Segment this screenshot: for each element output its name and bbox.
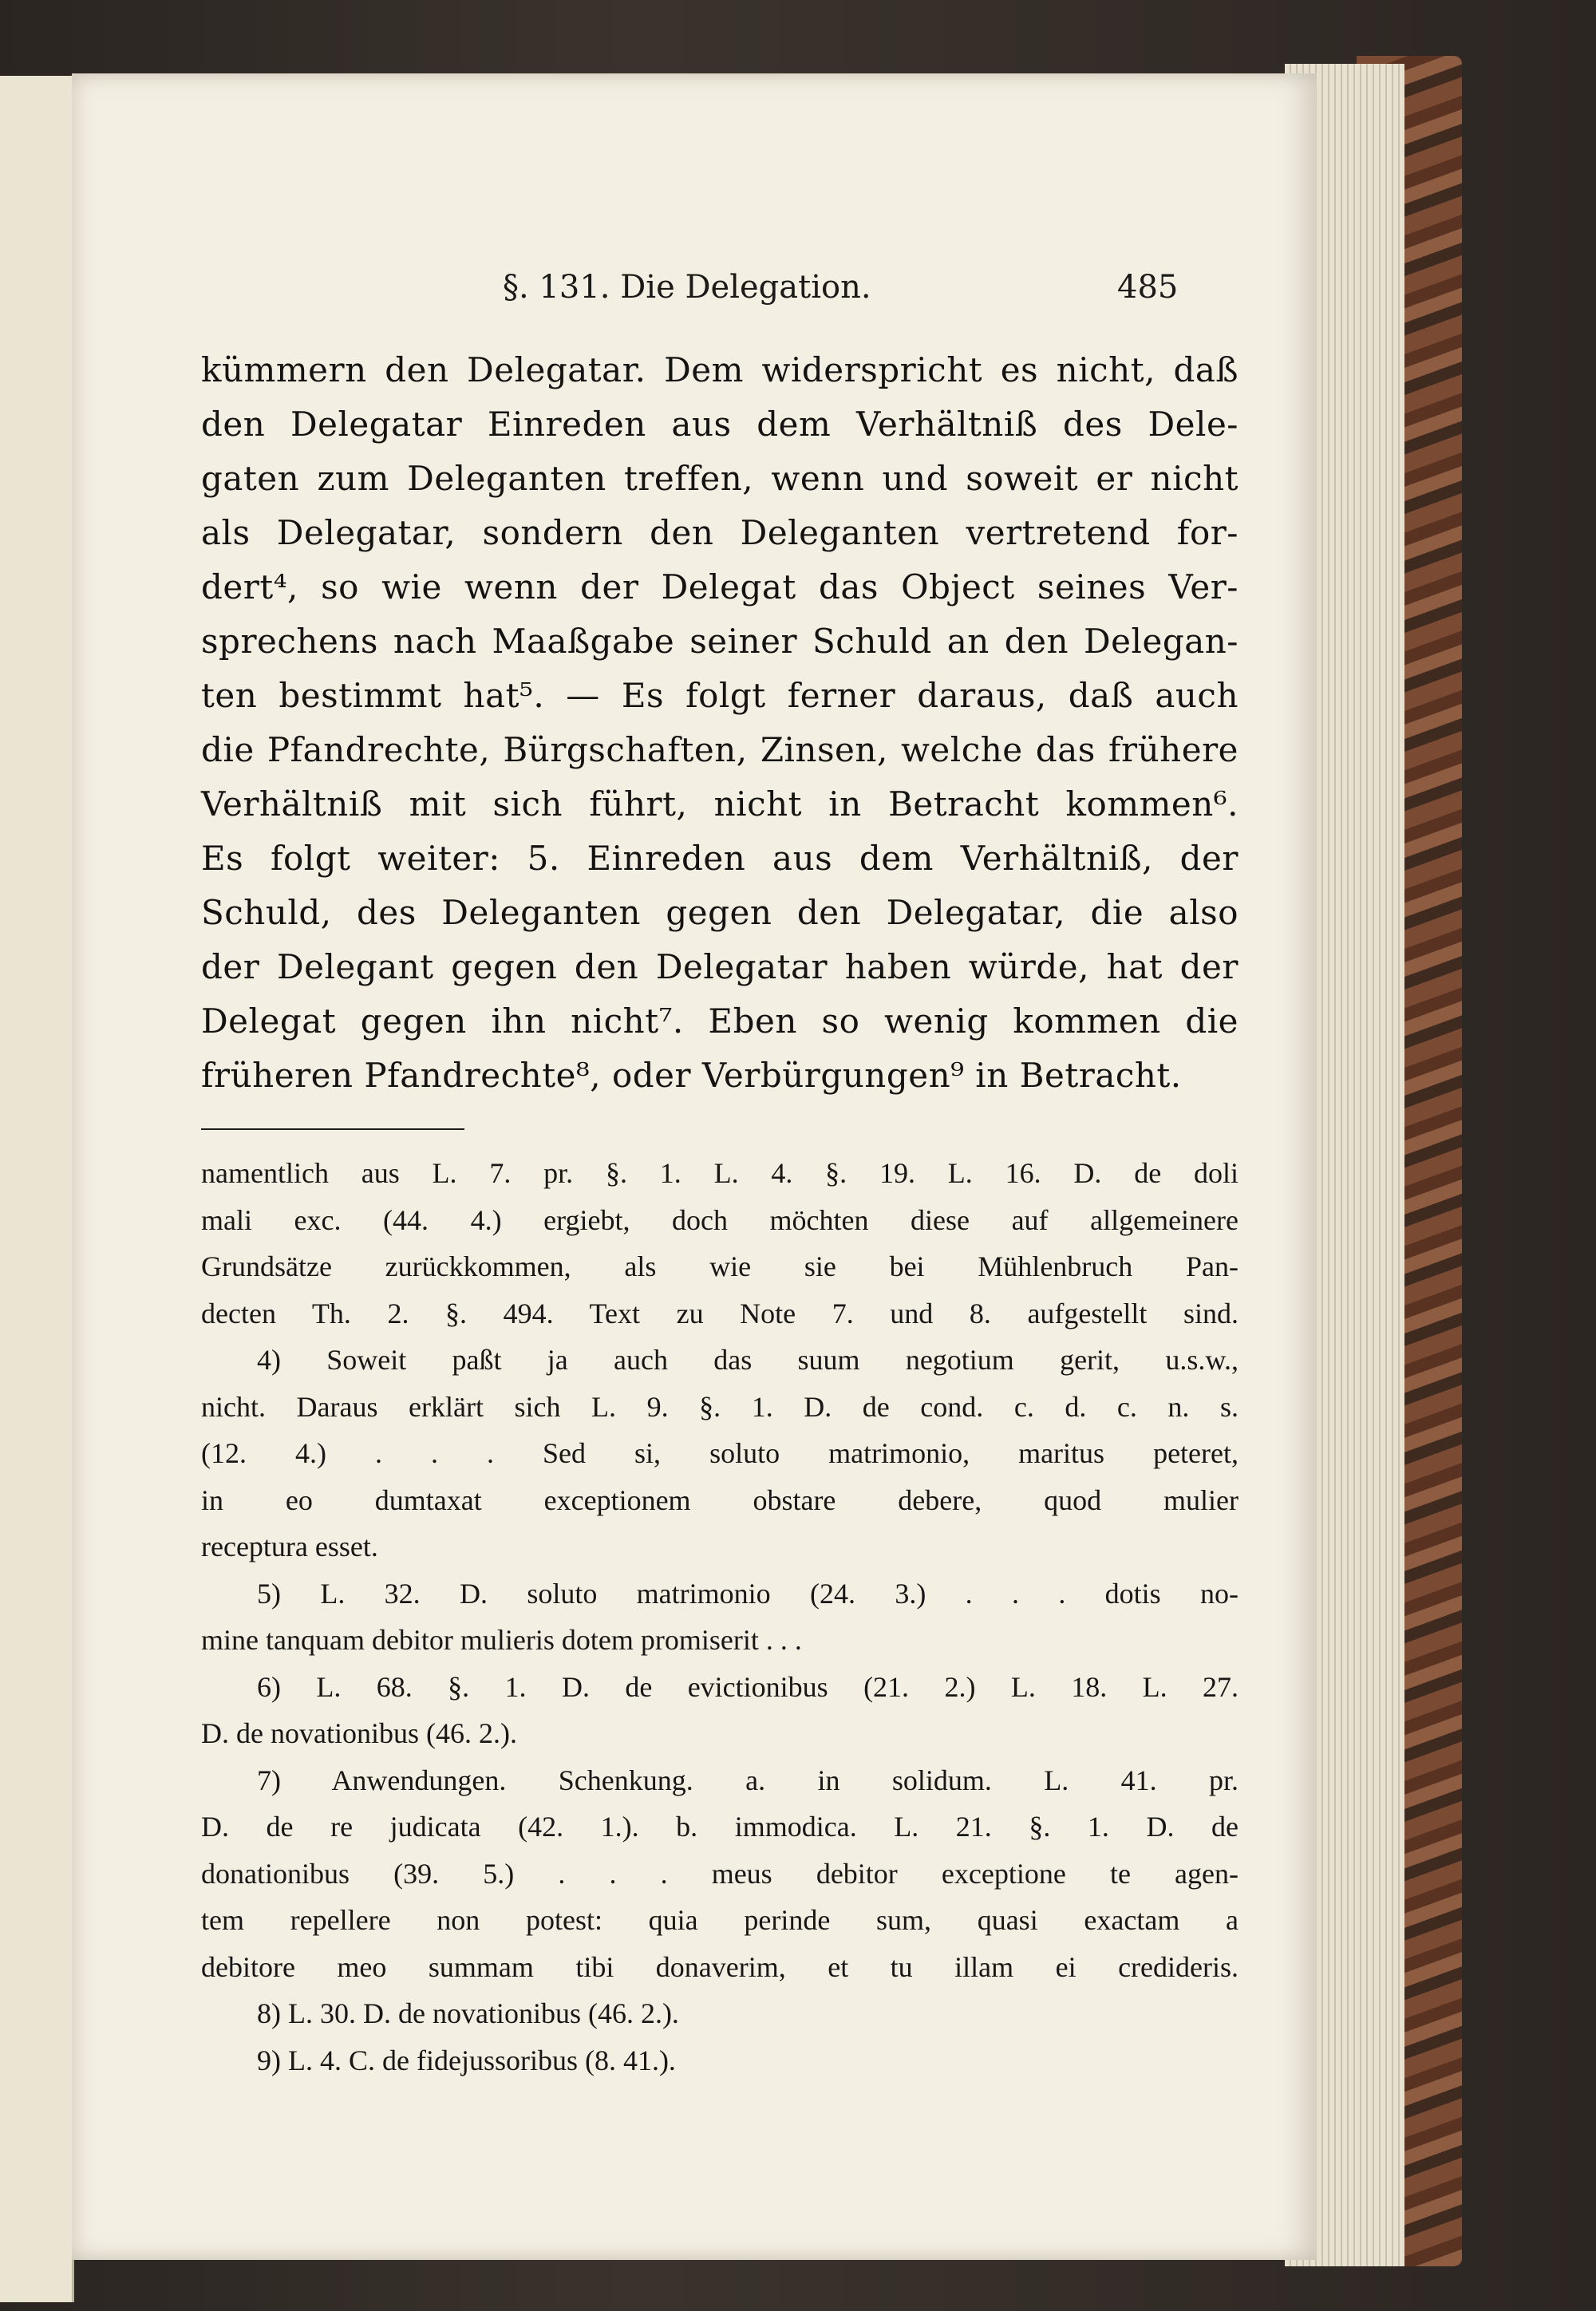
section-title: §. 131. Die Delegation.	[503, 269, 871, 306]
facing-page-edge	[0, 76, 74, 2302]
body-line: Schuld, des Deleganten gegen den Delegatar, die also	[201, 893, 1238, 932]
running-header	[72, 269, 1317, 317]
body-line: den Delegatar Einreden aus dem Verhältniß des Dele-	[201, 405, 1238, 444]
footnote-line: 5) L. 32. D. soluto matrimonio (24. 3.) . . . dotis no-	[257, 1577, 1238, 1610]
body-line: die Pfandrechte, Bürgschaften, Zinsen, welche das frühere	[201, 730, 1238, 769]
footnote-line: mali exc. (44. 4.) ergiebt, doch möchten diese auf allgemeinere	[201, 1203, 1238, 1236]
footnote-line: 4) Soweit paßt ja auch das suum negotium gerit, u.s.w.,	[257, 1344, 1238, 1376]
footnote-line: namentlich aus L. 7. pr. §. 1. L. 4. §. 19. L. 16. D. de doli	[201, 1157, 1238, 1189]
book-page	[72, 73, 1317, 2260]
main-text	[201, 343, 1238, 1103]
footnote-line: 9) L. 4. C. de fidejussoribus (8. 41.).	[257, 2044, 676, 2076]
footnote-line: 6) L. 68. §. 1. D. de evictionibus (21. 2.) L. 18. L. 27.	[257, 1670, 1238, 1703]
footnote-line: donationibus (39. 5.) . . . meus debitor exceptione te agen-	[201, 1857, 1238, 1890]
body-line: kümmern den Delegatar. Dem widerspricht es nicht, daß	[201, 350, 1238, 389]
body-line: als Delegatar, sondern den Deleganten vertretend for-	[201, 513, 1238, 552]
footnote-line: debitore meo summam tibi donaverim, et tu illam ei credideris.	[201, 1950, 1238, 1983]
body-line: dert⁴, so wie wenn der Delegat das Object seines Ver-	[201, 567, 1238, 606]
footnote-line: (12. 4.) . . . Sed si, soluto matrimonio, maritus peteret,	[201, 1437, 1238, 1469]
body-line: Es folgt weiter: 5. Einreden aus dem Verhältniß, der	[201, 839, 1238, 878]
footnotes	[201, 1150, 1238, 2084]
footnote-line: 7) Anwendungen. Schenkung. a. in solidum. L. 41. pr.	[257, 1764, 1238, 1796]
body-line: der Delegant gegen den Delegatar haben würde, hat der	[201, 947, 1238, 986]
body-line: Delegat gegen ihn nicht⁷. Eben so wenig kommen die	[201, 1001, 1238, 1041]
body-line: ten bestimmt hat⁵. — Es folgt ferner daraus, daß auch	[201, 676, 1238, 715]
footnote-line: tem repellere non potest: quia perinde sum, quasi exactam a	[201, 1904, 1238, 1936]
footnote-line: 8) L. 30. D. de novationibus (46. 2.).	[257, 1997, 679, 2029]
footnote-line: D. de novationibus (46. 2.).	[201, 1717, 517, 1749]
body-line: sprechens nach Maaßgabe seiner Schuld an den Delegan-	[201, 622, 1238, 661]
page-number: 485	[1117, 269, 1179, 306]
footnote-line: nicht. Daraus erklärt sich L. 9. §. 1. D. de cond. c. d. c. n. s.	[201, 1390, 1238, 1423]
footnote-line: mine tanquam debitor mulieris dotem promiserit . . .	[201, 1624, 802, 1656]
body-line: früheren Pfandrechte⁸, oder Verbürgungen⁹ in Betracht.	[201, 1056, 1182, 1095]
footnote-line: Grundsätze zurückkommen, als wie sie bei Mühlenbruch Pan-	[201, 1250, 1238, 1282]
body-line: Verhältniß mit sich führt, nicht in Betracht kommen⁶.	[201, 784, 1238, 824]
body-line: gaten zum Deleganten treffen, wenn und soweit er nicht	[201, 459, 1238, 498]
footnote-line: receptura esset.	[201, 1531, 378, 1562]
footnote-line: decten Th. 2. §. 494. Text zu Note 7. und 8. aufgestellt sind.	[201, 1297, 1238, 1329]
footnote-rule	[201, 1128, 464, 1130]
footnote-line: D. de re judicata (42. 1.). b. immodica. L. 21. §. 1. D. de	[201, 1811, 1238, 1843]
footnote-line: in eo dumtaxat exceptionem obstare debere, quod mulier	[201, 1483, 1238, 1516]
